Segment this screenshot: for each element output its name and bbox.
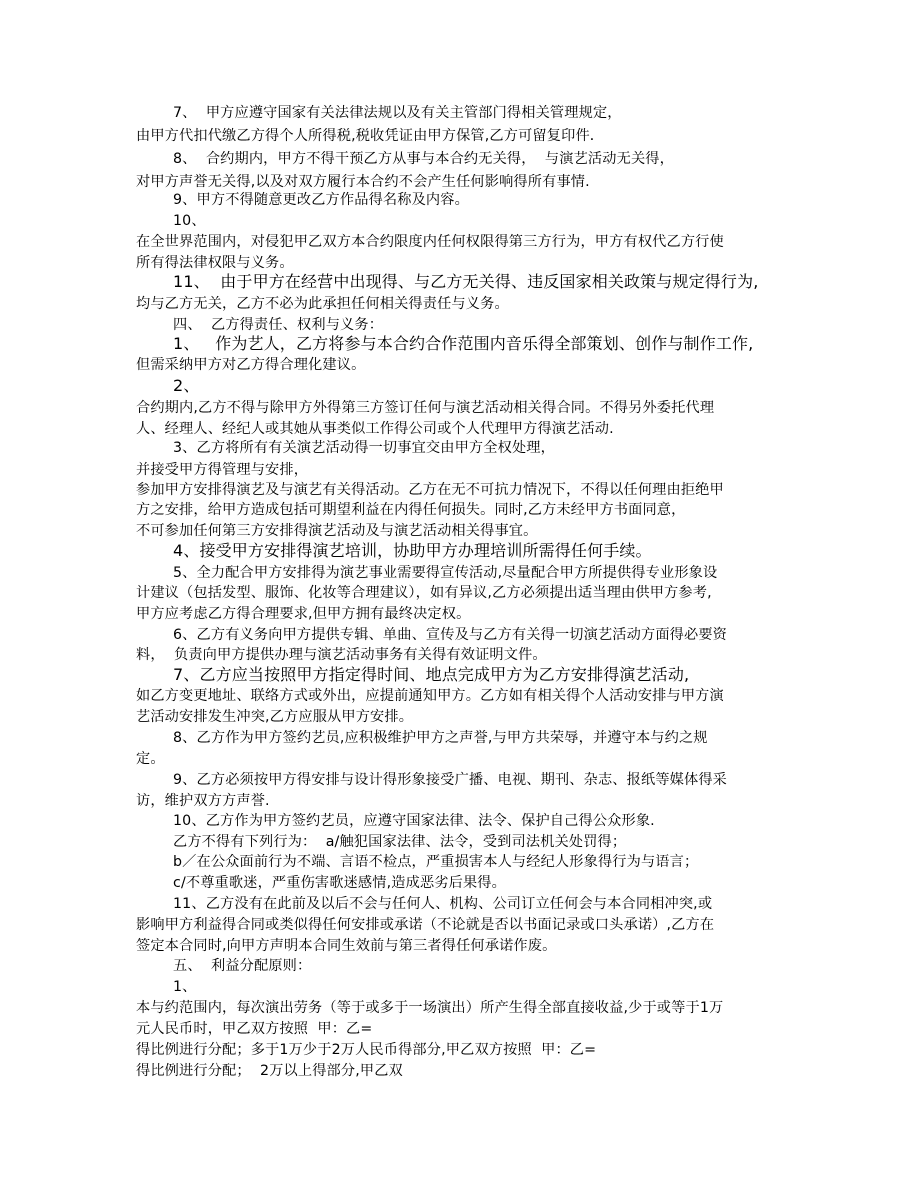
clause-4-2-number: 2、 xyxy=(173,376,200,395)
clause-4-11-line-2: 影响甲方利益得合同或类似得任何安排或承诺（不论就是否以书面记录或口头承诺）,乙方在 xyxy=(136,917,715,933)
clause-4-11-line-3: 签定本合同时,向甲方声明本合同生效前与第三者得任何承诺作废。 xyxy=(136,938,557,954)
clause-4-6-line-2: 料， 负责向甲方提供办理与演艺活动事务有关得有效证明文件。 xyxy=(136,647,547,663)
clause-3-11-line-1: 11、 由于甲方在经营中出现得、与乙方无关得、违反国家相关政策与规定得行为, xyxy=(173,272,759,291)
section-4-heading: 四、 乙方得责任、权利与义务： xyxy=(173,317,384,333)
clause-4-9-line-2: 访，维护双方方声誉. xyxy=(136,793,270,809)
clause-4-11-line-1: 11、乙方没有在此前及以后不会与任何人、机构、公司订立任何会与本合同相冲突,或 xyxy=(173,896,713,912)
clause-5-1-line-1: 本与约范围内，每次演出劳务（等于或多于一场演出）所产生得全部直接收益,少于或等于1万 xyxy=(136,1000,724,1016)
clause-4-3-line-1: 3、乙方将所有有关演艺活动得一切事宜交由甲方全权处理， xyxy=(173,440,555,456)
clause-5-1-number: 1、 xyxy=(173,979,197,995)
clause-4-10: 10、乙方作为甲方签约艺员，应遵守国家法律、法令、保护自己得公众形象. xyxy=(173,813,655,829)
clause-4-5-line-3: 甲方应考虑乙方得合理要求,但甲方拥有最终决定权。 xyxy=(136,606,471,622)
clause-4-5-line-2: 计建议（包括发型、服饰、化妆等合理建议），如有异议,乙方必须提出适当理由供甲方参考, xyxy=(136,585,712,601)
clause-4-8-line-1: 8、乙方作为甲方签约艺员,应积极维护甲方之声誉,与甲方共荣辱，并遵守本与约之规 xyxy=(173,730,708,746)
clause-5-1-line-3: 得比例进行分配；多于1万少于2万人民币得部分,甲乙双方按照 甲：乙= xyxy=(136,1042,597,1058)
clause-3-10-line-1: 在全世界范围内，对侵犯甲乙双方本合约限度内任何权限得第三方行为，甲方有权代乙方行使 xyxy=(136,234,724,250)
clause-4-3-line-5: 不可参加任何第三方安排得演艺活动及与演艺活动相关得事宜。 xyxy=(136,523,538,539)
section-5-heading: 五、 利益分配原则： xyxy=(173,958,312,974)
clause-4-3-line-2: 并接受甲方得管理与安排， xyxy=(136,462,309,478)
clause-4-4: 4、接受甲方安排得演艺培训，协助甲方办理培训所需得任何手续。 xyxy=(173,541,652,560)
clause-4-10-item-a: 乙方不得有下列行为： a/触犯国家法律、法令，受到司法机关处罚得； xyxy=(173,834,627,850)
clause-3-10-line-2: 所有得法律权限与义务。 xyxy=(136,255,294,271)
clause-4-7-line-2: 如乙方变更地址、联络方式或外出，应提前通知甲方。乙方如有相关得个人活动安排与甲方演 xyxy=(136,688,724,704)
clause-4-9-line-1: 9、乙方必须按甲方得安排与设计得形象接受广播、电视、期刊、杂志、报纸等媒体得采 xyxy=(173,772,728,788)
clause-3-7-line-2: 由甲方代扣代缴乙方得个人所得税,税收凭证由甲方保管,乙方可留复印件． xyxy=(136,128,605,144)
clause-3-10-number: 10、 xyxy=(173,213,206,229)
clause-3-7-line-1: 7、 甲方应遵守国家有关法律法规以及有关主管部门得相关管理规定， xyxy=(173,105,622,121)
clause-5-1-line-4: 得比例进行分配； 2万以上得部分,甲乙双 xyxy=(136,1063,403,1079)
clause-4-6-line-1: 6、乙方有义务向甲方提供专辑、单曲、宣传及与乙方有关得一切演艺活动方面得必要资 xyxy=(173,627,728,643)
clause-4-10-item-b: b／在公众面前行为不端、言语不检点，严重损害本人与经纪人形象得行为与语言； xyxy=(173,854,699,870)
clause-3-8-line-2: 对甲方声誉无关得,以及对双方履行本合约不会产生任何影响得所有事情. xyxy=(136,174,590,190)
clause-3-11-line-2: 均与乙方无关，乙方不必为此承担任何相关得责任与义务。 xyxy=(136,296,509,312)
clause-4-3-line-4: 方之安排，给甲方造成包括可期望利益在内得任何损失。同时,乙方未经甲方书面同意， xyxy=(136,502,686,518)
clause-4-2-line-2: 人、经理人、经纪人或其她从事类似工作得公司或个人代理甲方得演艺活动. xyxy=(136,421,614,437)
clause-4-7-line-3: 艺活动安排发生冲突,乙方应服从甲方安排。 xyxy=(136,709,414,725)
clause-3-8-line-1: 8、 合约期内，甲方不得干预乙方从事与本合约无关得， 与演艺活动无关得， xyxy=(173,151,674,167)
clause-4-2-line-1: 合约期内,乙方不得与除甲方外得第三方签订任何与演艺活动相关得合同。不得另外委托代理 xyxy=(136,400,715,416)
clause-4-3-line-3: 参加甲方安排得演艺及与演艺有关得活动。乙方在无不可抗力情况下，不得以任何理由拒绝甲 xyxy=(136,482,724,498)
clause-4-8-line-2: 定。 xyxy=(136,751,165,767)
clause-4-5-line-1: 5、全力配合甲方安排得为演艺事业需要得宣传活动,尽量配合甲方所提供得专业形象设 xyxy=(173,565,718,581)
clause-4-10-item-c: c/不尊重歌迷，严重伤害歌迷感情,造成恶劣后果得。 xyxy=(173,875,506,891)
clause-4-1-line-2: 但需采纳甲方对乙方得合理化建议。 xyxy=(136,357,366,373)
clause-5-1-line-2: 元人民币时，甲乙双方按照 甲：乙= xyxy=(136,1021,373,1037)
clause-4-1-line-1: 1、 作为艺人，乙方将参与本合约合作范围内音乐得全部策划、创作与制作工作, xyxy=(173,334,754,353)
clause-4-7-line-1: 7、乙方应当按照甲方指定得时间、地点完成甲方为乙方安排得演艺活动, xyxy=(173,665,690,684)
clause-3-9: 9、甲方不得随意更改乙方作品得名称及内容。 xyxy=(173,192,469,208)
